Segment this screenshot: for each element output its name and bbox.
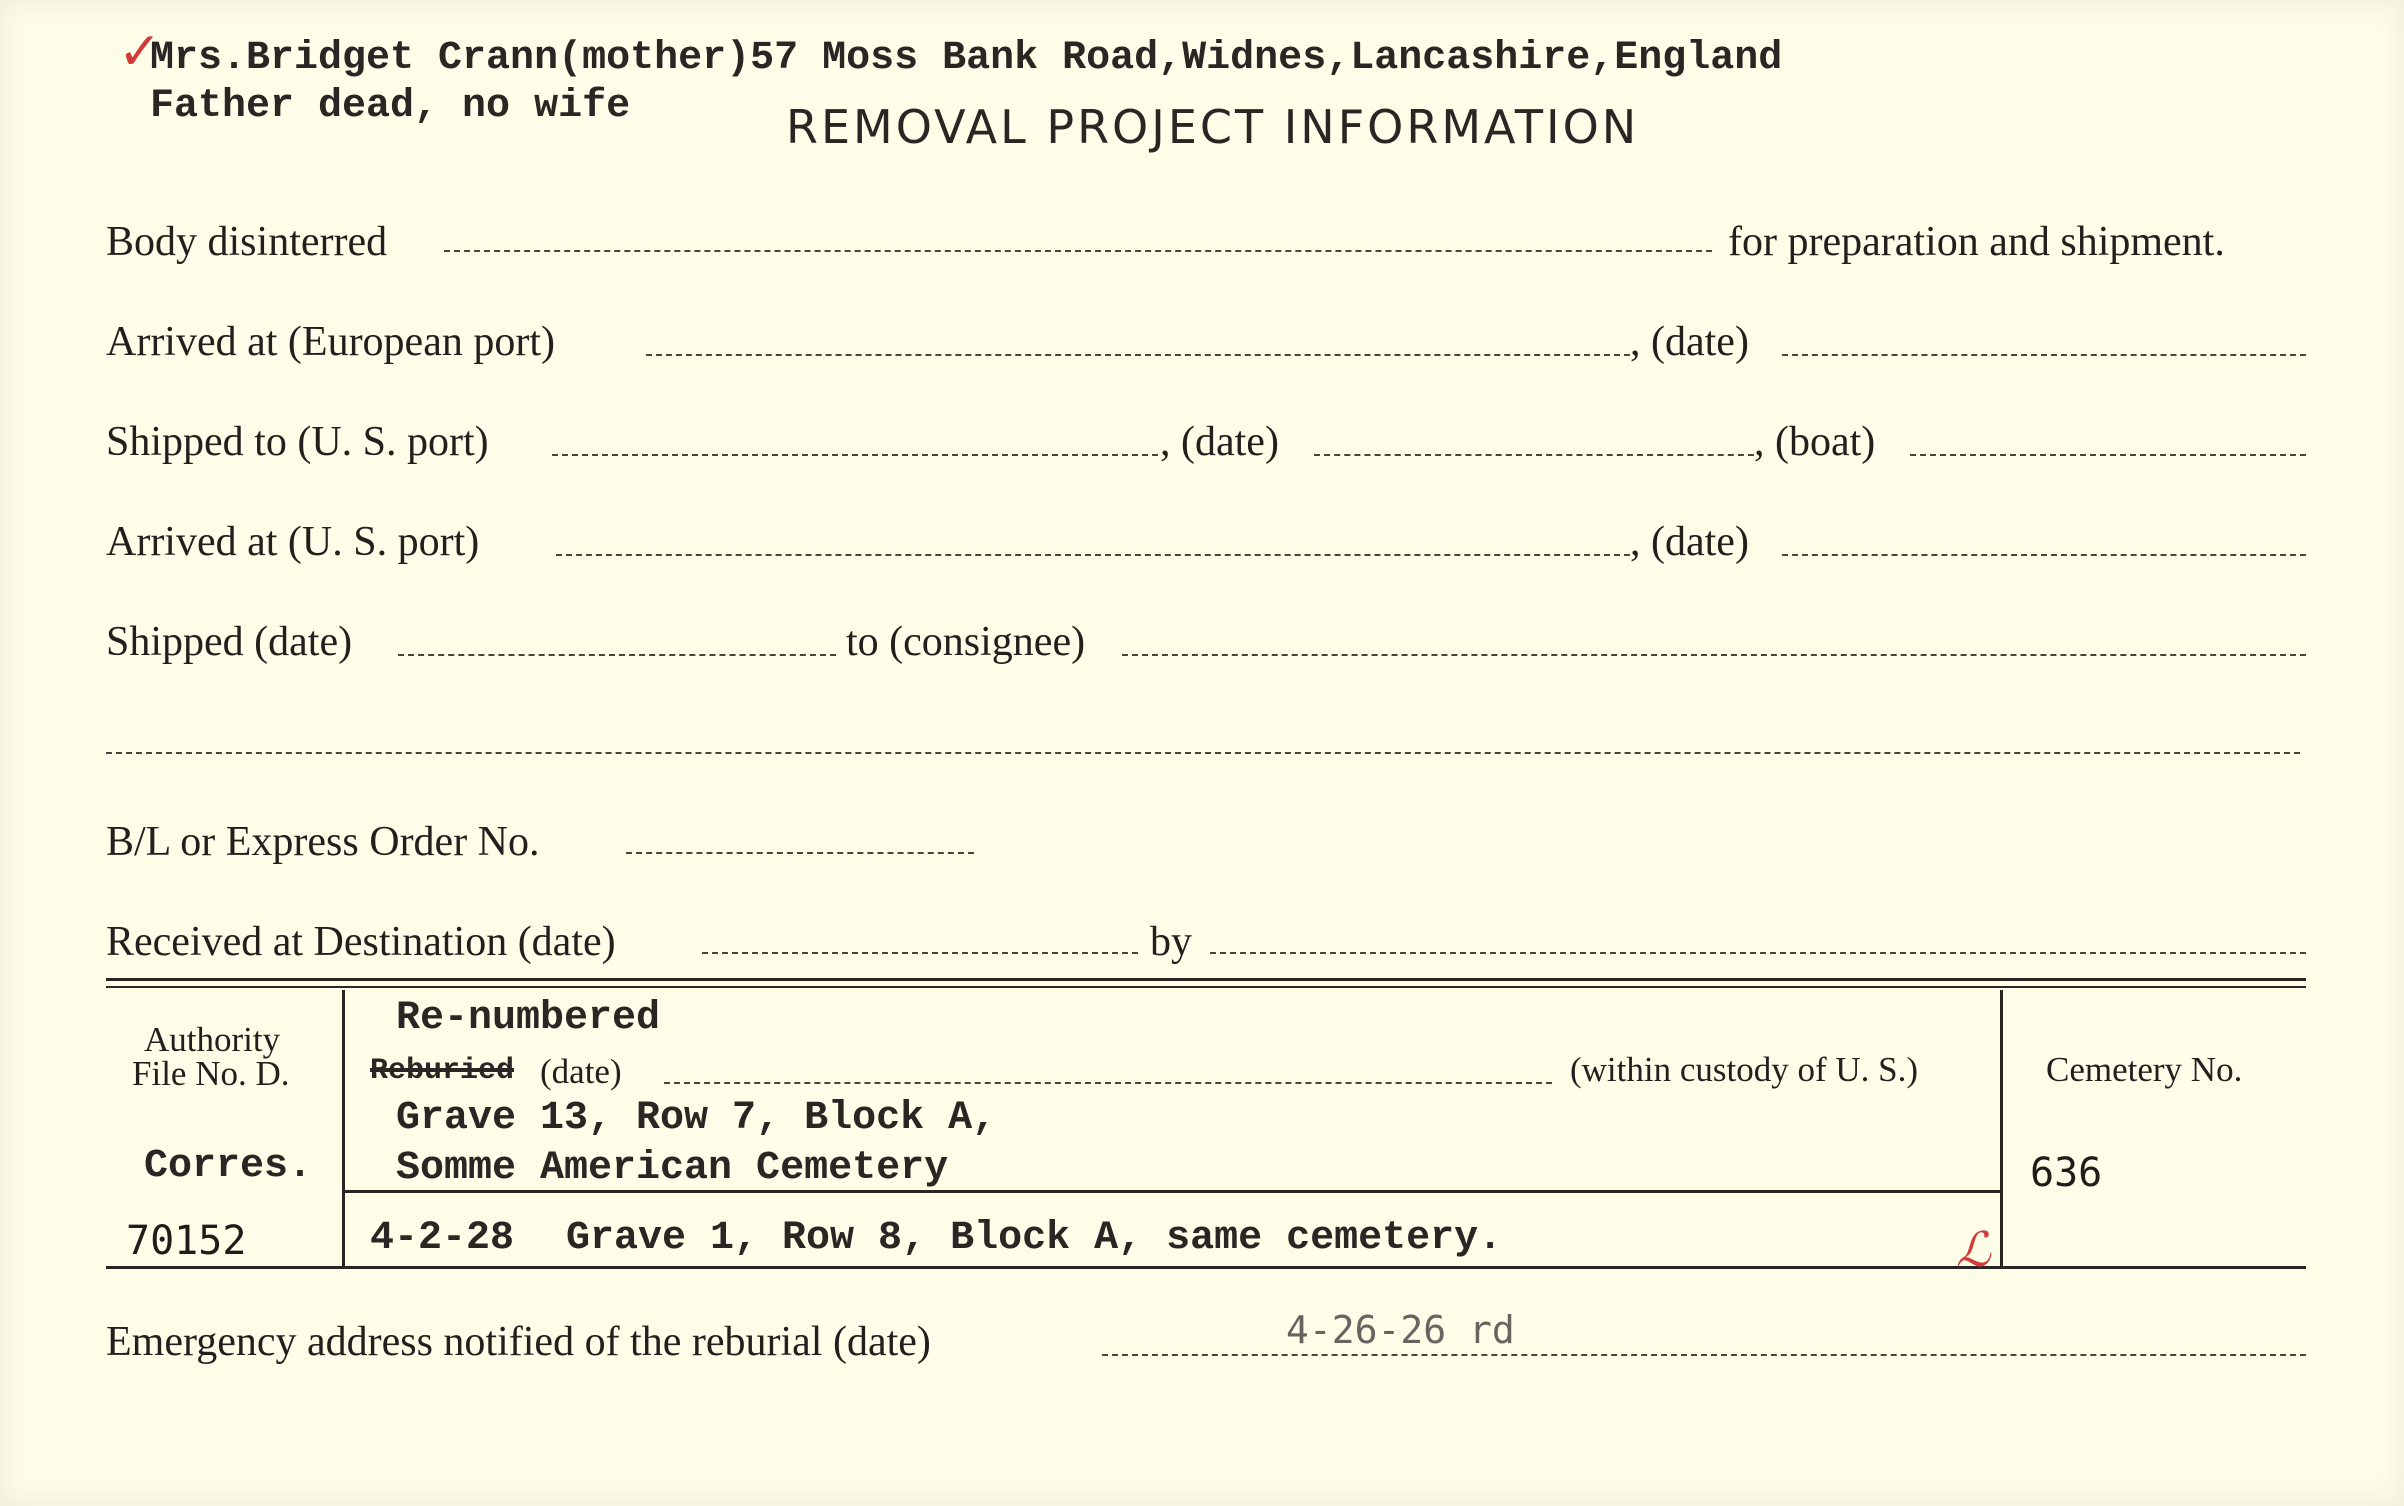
label-shipped-date: Shipped (date) [106,619,353,665]
file-number: 70152 [126,1218,247,1264]
label-received-destination: Received at Destination (date) [106,919,616,965]
grave-line-1: Grave 13, Row 7, Block A, [396,1096,997,1141]
page-title: REMOVAL PROJECT INFORMATION [786,100,1640,154]
field-date-2[interactable] [1314,454,1754,456]
emergency-date-value: 4-26-26 rd [1286,1308,1515,1352]
label-to-consignee: to (consignee) [846,619,1086,665]
field-date-3[interactable] [1782,554,2306,556]
table-top-rule [106,978,2306,981]
field-bl-order[interactable] [626,852,974,854]
label-arrived-us-port: Arrived at (U. S. port) [106,519,480,565]
label-authority: Authority [144,1020,281,1059]
renumbered-label: Re-numbered [396,996,661,1041]
field-table-date[interactable] [664,1082,1552,1084]
table-divider-left [342,990,345,1266]
field-boat[interactable] [1910,454,2306,456]
table-top-rule-2 [106,986,2306,988]
field-received-by[interactable] [1210,952,2306,954]
label-date-2: , (date) [1160,419,1279,465]
entry-text: Grave 1, Row 8, Block A, same cemetery. [566,1216,1503,1261]
cemetery-number: 636 [2030,1150,2103,1196]
typed-address-line: Mrs.Bridget Crann(mother)57 Moss Bank Road,Widnes,Lancashire,England [150,36,1783,81]
label-corres: Corres. [144,1144,313,1189]
label-file-no: File No. D. [132,1054,290,1093]
label-for-preparation: for preparation and shipment. [1728,219,2225,265]
label-date-table: (date) [540,1052,622,1091]
field-body-disinterred[interactable] [444,250,1712,252]
red-initial: ℒ [1956,1222,1991,1278]
label-date-1: , (date) [1630,319,1749,365]
label-bl-order: B/L or Express Order No. [106,819,540,865]
label-emergency-address: Emergency address notified of the reburial (date) [106,1319,931,1365]
grave-line-2: Somme American Cemetery [396,1146,949,1191]
label-by: by [1150,919,1192,965]
label-shipped-to-us-port: Shipped to (U. S. port) [106,419,489,465]
field-consignee[interactable] [1122,654,2306,656]
table-divider-right [2000,990,2003,1266]
label-cemetery-no: Cemetery No. [2046,1050,2243,1089]
field-date-1[interactable] [1782,354,2306,356]
field-shipped-date[interactable] [398,654,836,656]
label-body-disinterred: Body disinterred [106,219,388,265]
label-boat: , (boat) [1754,419,1876,465]
entry-date: 4-2-28 [370,1216,515,1261]
field-european-port[interactable] [646,354,1630,356]
struck-word: Reburied [370,1054,515,1088]
field-arrived-us-port[interactable] [556,554,1630,556]
label-date-3: , (date) [1630,519,1749,565]
field-us-port[interactable] [552,454,1158,456]
typed-note-line: Father dead, no wife [150,84,631,129]
field-emergency-date[interactable] [1102,1354,2306,1356]
field-received-date[interactable] [702,952,1138,954]
label-arrived-european-port: Arrived at (European port) [106,319,555,365]
red-check-mark: ✓ [118,22,162,82]
field-consignee-continued[interactable] [106,752,2300,754]
label-within-custody: (within custody of U. S.) [1570,1050,1919,1089]
